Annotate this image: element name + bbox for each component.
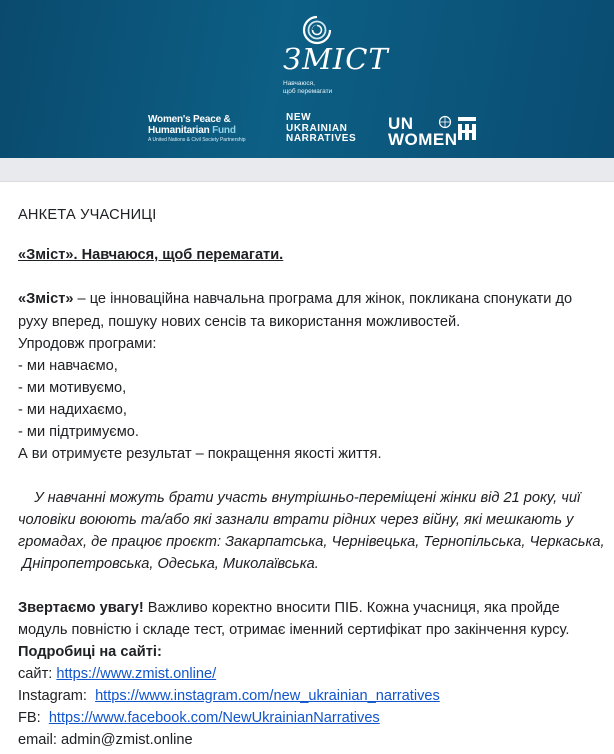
subtitle: «Зміст». Навчаюся, щоб перемагати.: [18, 247, 284, 263]
eligibility-line-4: Дніпропетровська, Одеська, Миколаївська.: [18, 556, 319, 572]
facebook-row: FB: https://www.facebook.com/NewUkrainianNarratives: [18, 710, 380, 726]
instagram-link[interactable]: https://www.instagram.com/new_ukrainian_narratives: [95, 688, 440, 704]
site-link[interactable]: https://www.zmist.online/: [56, 666, 217, 682]
list-item: - ми підтримуємо.: [18, 424, 139, 440]
new-ukrainian-narratives-logo: NEW UKRAINIAN NARRATIVES: [286, 112, 357, 144]
result-line: А ви отримуєте результат – покращення якості життя.: [18, 446, 382, 462]
un-women-logo: UN WOMEN: [388, 114, 458, 149]
instagram-row: Instagram: https://www.instagram.com/new_ukrainian_narratives: [18, 688, 440, 704]
wphf-logo: Women's Peace & Humanitarian Fund A United Nations & Civil Society Partnership: [148, 114, 246, 143]
eligibility-line-3: громадах, де працює проєкт: Закарпатська, Чернівецька, Тернопільська, Черкаська,: [18, 534, 605, 550]
attention-line-1: Звертаємо увагу! Важливо коректно вносити ПІБ. Кожна учасниця, яка пройде: [18, 600, 560, 616]
un-emblem-icon: [438, 115, 452, 129]
during-label: Упродовж програми:: [18, 336, 157, 352]
facebook-link[interactable]: https://www.facebook.com/NewUkrainianNarratives: [48, 710, 380, 726]
details-label: Подробиці на сайті:: [18, 644, 162, 660]
list-item: - ми навчаємо,: [18, 358, 118, 374]
header-divider: [0, 158, 614, 182]
zmist-logo-word: ЗМІСТ: [283, 42, 389, 76]
list-item: - ми мотивуємо,: [18, 380, 127, 396]
header-divider-edge: [0, 181, 614, 182]
eligibility-line-1: У навчанні можуть брати участь внутрішньо-переміщені жінки від 21 року, чиї: [18, 490, 581, 506]
intro-line-2: руху вперед, пошуку нових сенсів та використання можливостей.: [18, 314, 461, 330]
intro-line-1: «Зміст» – це інноваційна навчальна програма для жінок, покликана спонукати до: [18, 291, 573, 307]
eligibility-line-2: чоловіки воюють та/або які зазнали втрати рідних через війну, які мешкають у: [18, 512, 574, 528]
un-women-mark-icon: [456, 115, 478, 142]
header-banner: [0, 0, 614, 158]
email-line: email: admin@zmist.online: [18, 732, 193, 748]
attention-line-2: модуль повністю і складе тест, отримає іменний сертифікат про закінчення курсу.: [18, 622, 570, 638]
page-title: АНКЕТА УЧАСНИЦІ: [18, 207, 157, 223]
site-row: сайт: https://www.zmist.online/: [18, 666, 217, 682]
list-item: - ми надихаємо,: [18, 402, 127, 418]
zmist-logo-tagline: Навчаюся, щоб перемагати: [283, 80, 333, 95]
